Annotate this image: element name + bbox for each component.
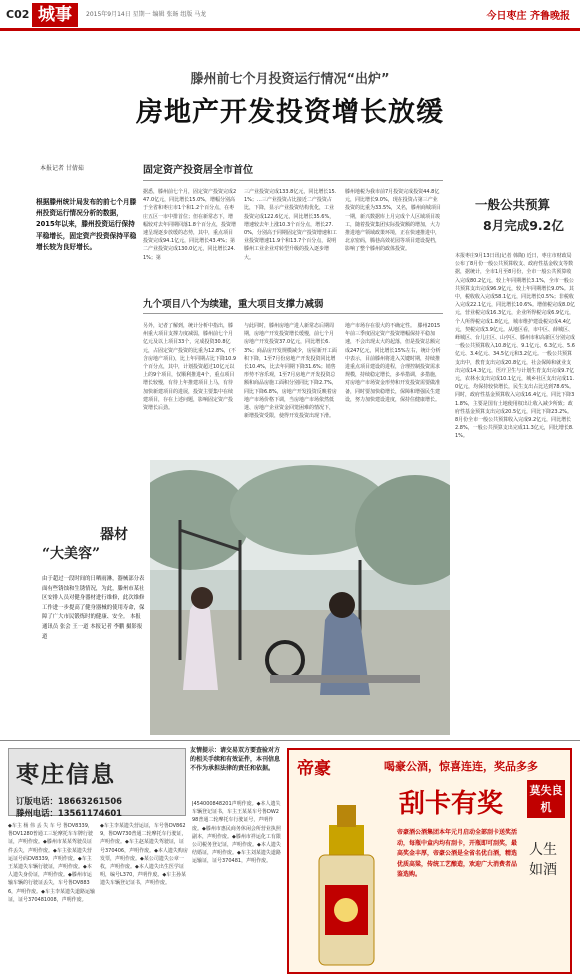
ad-divider: [0, 740, 580, 741]
classified-notice: 友情提示：请交易双方要查验对方的相关手续和有效证件，本刊信息不作为承担法律的责任和依据。: [190, 747, 281, 772]
body-column-e: 与此同时，滕州房地产进人新常态后期周期，房地产开发投资增长缓慢，前七个月房地产开发投资37.0亿元，同比增长6.3%；商品房开发规模减少，房屋新开工面积下降，1至7月份房地产开发投资同比增长10.4%，比去年同期下降31.6%；销售形势不容乐观，1至7月房地产开发投资总额和商品房施工面积分别同比下降2.7%，同比下降6.8%，房地产开发投资反映着房地产市场价格下调，当房地产市场依然低迷、房地产企业资金回笼困难的情况下，新增投资受限，使得开发投资出现下滑。: [244, 323, 337, 420]
equipment-body: [42, 575, 146, 642]
classified-title: 枣庄信息: [16, 761, 116, 788]
subhead-2: 九个项目八个为续建，重大项目支撑力减弱: [143, 299, 324, 310]
body-column-d: 另外，记者了解到，统计分析中指出，滕州重大项目支撑力度减弱，滕州前七个月亿元及以上项目33个，完成投资30.8亿元，占固定资产投资的比重为12.8%，(不含房地产项目)，比上年同期占比下降10.9个百分点，其中，计划投资超过10亿元以上的9个项目，仅顺利推进4个，重点项目增长较慢，有待上年推建项目上马，有待加快新建项目的进展，投资主要集中在续建项目，存在上述问题，影响固定资产投资增长后劲。: [143, 323, 237, 412]
phone-label-1: 订版电话：: [16, 796, 58, 806]
right-headline-1: 一般公共预算: [475, 197, 551, 212]
divider: [143, 313, 443, 314]
body-column-f: 地产市场存在很大的不确定性。 滕州2015年前三季度固定资产投资增幅保持平稳加速，不会出现太大的起落，但是投资总额完成247亿元，同比增长15%左右，统计分析中表示，目前滕州将进入关键时期，持续推进重点项目建设的进程，合理控制投资需求规模，持续稳定增长，多举措调，多措施，对房地产市场资金形势和开发投资需要做准备，同时要加快稳增长，保障和增强民生建设，努力加快建设进度，保持住健康增长。: [345, 323, 441, 403]
ad-body: 帝豪酒公酒集团本年元月启动全部刮卡送奖活动，每瓶中盒内均有刮卡，开瓶即可刮奖，最高奖金丰厚，帝豪公酒是全省名优白酒，精选优质高粱，传统工艺酿造，欢迎广大消费者品鉴选购。: [397, 829, 518, 878]
news-photo: [150, 460, 450, 735]
article-kicker: 滕州前七个月投资运行情况“出炉”: [190, 72, 390, 87]
subhead-1: 固定资产投资居全市首位: [143, 165, 253, 176]
classified-column-1: ◆车主 杨 伟 丢 失 车 号 鲁DV8339，鲁DV1280普通工三轮摩托车车牌行驶证，声明作废。◆滕州市某某驾驶员证件丢失，声明作废。◆车主张某遗失营运证号码DV8339，声明作废。◆车主王某遗失车辆行驶证，声明作废。◆本人遗失身份证，声明作废。◆滕州市运输车辆的行驶证丢失，车号鲁DV8836，声明作废。◆车主李某遗失道路运输证，证号370481008，声明作废。: [8, 823, 96, 903]
phone-number-1: 18663261506: [57, 796, 122, 806]
ad-stamp: 莫失良机: [527, 780, 565, 818]
header-meta: 2015年9月14日 星期一 编辑 张旸 组版 马龙: [86, 11, 207, 18]
section-label: 城事: [32, 3, 78, 27]
liquor-ad: [287, 748, 572, 974]
paper-name: 今日枣庄 齐鲁晚报: [486, 11, 570, 22]
right-headline-2: 8月完成9.2亿: [483, 218, 564, 233]
article-byline: 本报记者 甘倩茹: [40, 165, 84, 172]
equipment-title-2: “大美容”: [42, 546, 101, 562]
phone-label-2: 滕州电话：: [16, 808, 58, 818]
divider: [143, 180, 443, 181]
page-header: [0, 0, 580, 30]
right-article-body: 本报枣庄9月13日讯(记者 韩陶) 近日，枣庄市财政局公布了8月份一般公共预算收支、政府性基金收支等数据，据统计，全市1月至8月份，全市一般公共预算收入完成80.2亿元，较上年同期增长3.1%，全市一般公共预算支出完成96.9亿元，较上年同期增长9.0%。其中，税收收入完成58.1亿元，同比增长0.5%；非税收入完成22.1亿元，同比增长10.6%。增值税完成8.0亿元，营业税完成16.3亿元，企业所得税完成6.9亿元，个人所得税完成1.8亿元，城市维护建设税完成4.4亿元，契税完成3.9亿元。从地区看，市中区、薛城区、峄城区、台儿庄区、山亭区、滕州市和高新区分别完成一般公共预算收入10.8亿元、9.1亿元、6.3亿元、5.6亿元、3.4亿元、34.5亿元和3.2亿元。一般公共预算支出中，教育支出完成20.8亿元，社会保障和就业支出完成14.3亿元，医疗卫生与计划生育支出完成9.7亿元，农林水支出完成10.1亿元，城乡社区支出完成11.0亿元，均保持较快增长，民生支出占比达到78.6%。同时，政府性基金预算收入完成16.4亿元，同比下降31.8%，主要是国有土地使用权出让收入减少所致；政府性基金预算支出完成20.5亿元，同比下降23.2%。8月份全市一般公共预算收入完成9.2亿元，同比增长2.8%，一般公共预算支出完成11.3亿元，同比增长8.1%。: [455, 253, 575, 440]
body-column-a: 据悉，滕州前七个月，固定资产投资完成247.0亿元，同比增长15.0%，增幅分别高于全省和枣庄市1个和1.2个百分点，在枣庄五区一市中排首位；但在新常态下，增幅较对去年同期回落1.8个百分点，投资增速呈现逐步放缓的态势，其中，重点项目投资完成94.1亿元，同比增长43.4%；第二产业投资完成130.0亿元，同比增长24.1%；第: [143, 189, 237, 261]
ad-slogan: 喝豪公酒，惊喜连连，奖品多多: [384, 760, 538, 773]
body-column-b: 三产业投资完成133.8亿元，同比增长15.1%；…三产业投资占比接近二产投资占比，下降，显示产业投资结构优化，工业投资完成122.6亿元，同比增长35.6%，增速较去年上涨10.3个百分点，增长27.0%，分别高于同期固定资产投资增速和工业投资增速11.9个和13.7个百分点，说明滕州工业企业对转型升级的投入逐步增大。: [244, 189, 337, 261]
ad-main-title: 刮卡有奖: [399, 789, 504, 819]
equipment-text: 由于超过一段时间的日晒雨淋，器械部分表面有些锈蚀和生锈情况，为此，滕州市某社区安排人员对健身器材进行维修，此次维修工作进一步提高了健身器械的使用寿命，保障了广大市民锻炼时的健康、安全。: [42, 576, 145, 621]
classified-column-2: ◆车主李某遗失营运证，车号鲁DV8629，鲁DW730普通二轮摩托车行驶证，声明作废。◆车主赵某遗失驾驶证，证号370406，声明作废。◆本人遗失购房发票，声明作废。◆某公司遗失公章一枚，声明作废。◆本人遗失出生医学证明，编号L370，声明作废。◆车主孙某遗失车辆登记证书，声明作废。: [100, 823, 188, 887]
ad-brand: 帝豪: [297, 759, 331, 779]
classified-column-3: J454000848201声明作废。◆本人遗失车辆登记证书，车主王某某车号鲁DW298普通二轮摩托车行驶证号，声明作废。◆滕州市惠民商务休闲会所营业执照副本，声明作废。◆滕州市祥运化工有限公司税务登记证，声明作废。◆本人遗失结婚证，声明作废。◆车主刘某遗失道路运输证，证号370481，声明作废。: [192, 801, 281, 865]
equipment-title-1: 器材: [100, 527, 128, 543]
bottle-image: [299, 805, 394, 970]
phone-line-2: [16, 807, 122, 819]
page-number: C02: [6, 8, 30, 21]
phone-number-2: 13561174601: [57, 808, 122, 818]
article-headline: 房地产开发投资增长放缓: [136, 97, 444, 128]
ad-calligraphy: 人生如酒: [529, 842, 557, 878]
equipment-byline: 本报通讯员 张会 王一道 本报记者 李鹏 摄影报道: [42, 614, 143, 640]
phone-line-1: [16, 795, 122, 807]
article-lede: 根据滕州统计局发布的前七个月滕州投资运行情况分析的数据，2015年以来，滕州投资运行保持平稳增长，固定资产投资保持平稳增长较为良好增长。: [36, 198, 137, 251]
header-rule: [0, 28, 580, 31]
body-column-c: 滕州地税为我市前7月投资完成投资44.8亿元，同比增长9.0%，现在投资占第三产业投资的比重为33.5%，又名，滕州商城项目一期，新兴数据库上月完成个人区域项目竣工，随着投资集团实际投资额的增加，大力推进地产领域政策环境，正在快速推进中，北京密码，腾巷高效花园等项目建设提档，影响了整个滕州的政体投资。: [345, 189, 441, 253]
